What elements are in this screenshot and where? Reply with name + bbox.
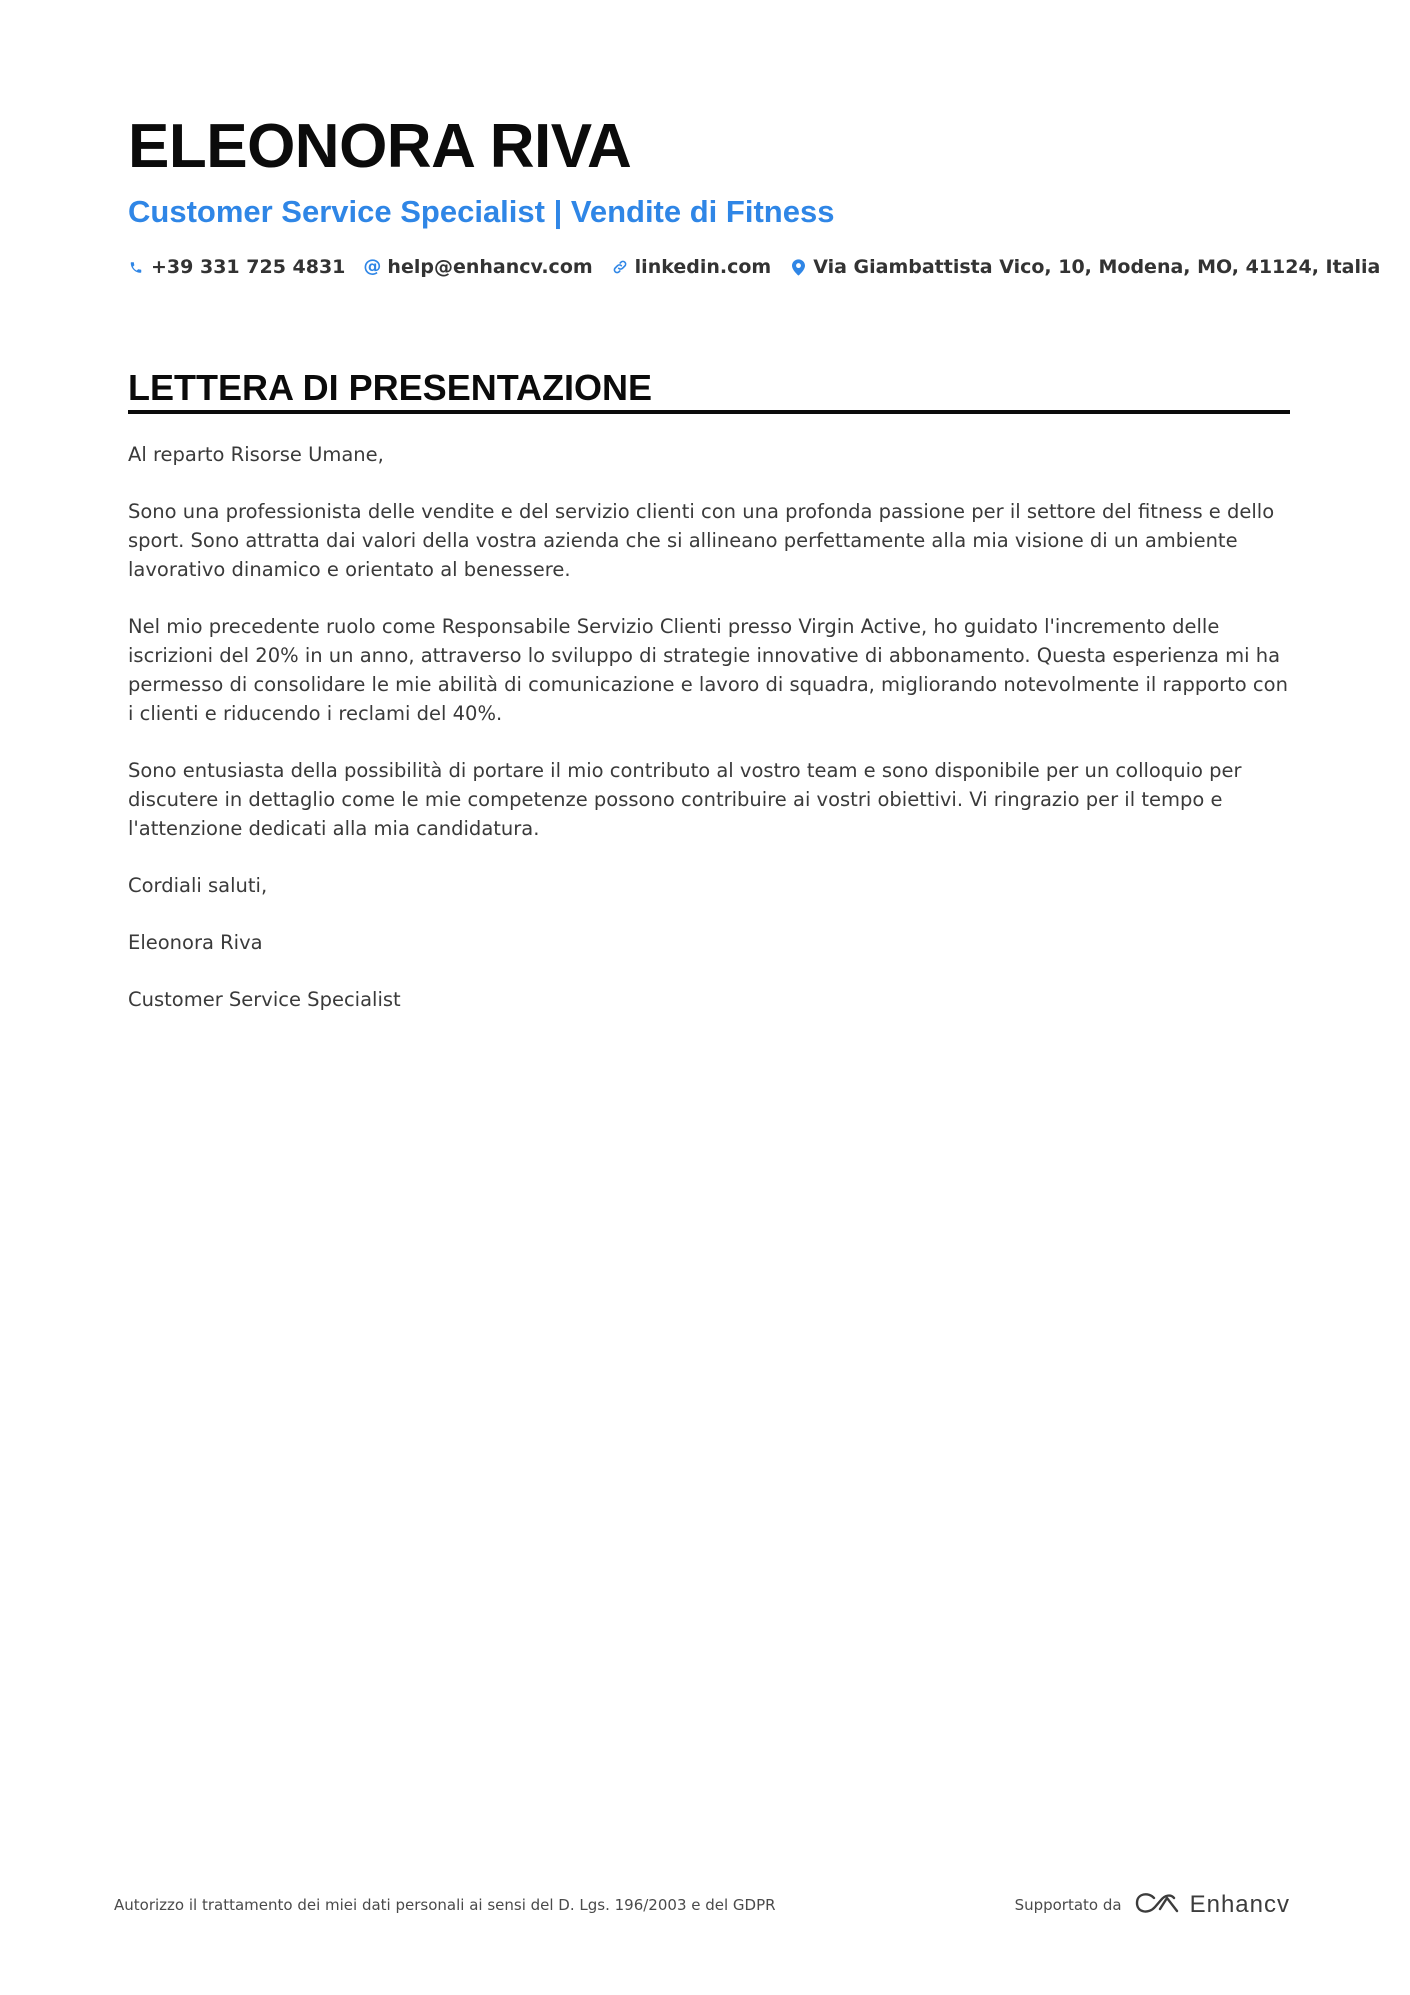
location-pin-icon [790, 258, 806, 276]
letter-paragraph: Sono una professionista delle vendite e del servizio clienti con una profonda passione per il settore del fitness e dello sport. Sono attratta dai valori della vostra azienda che si allineano perfettamente alla mia visione di un ambiente lavorativo dinamico e orientato al benessere. [128, 500, 1275, 581]
contact-phone-text: +39 331 725 4831 [151, 256, 346, 278]
letter-paragraph: Nel mio precedente ruolo come Responsabile Servizio Clienti presso Virgin Active, ho guidato l'incremento delle iscrizioni del 20% in un anno, attraverso lo sviluppo di strategie innovative di abbonamento. Questa esperienza mi ha permesso di consolidare le mie abilità di comunicazione e lavoro di squadra, migliorando notevolmente il rapporto con i clienti e riducendo i reclami del 40%. [128, 615, 1288, 725]
signature-title: Customer Service Specialist [128, 988, 401, 1011]
letter-salutation: Al reparto Risorse Umane, [128, 443, 384, 466]
brand-name: Enhancv [1189, 1891, 1290, 1918]
section-title: LETTERA DI PRESENTAZIONE [128, 367, 653, 408]
contact-phone[interactable] [128, 254, 345, 280]
powered-by-label: Supportato da [1014, 1896, 1122, 1914]
candidate-name: ELEONORA RIVA [128, 112, 632, 181]
contact-address[interactable] [790, 254, 1380, 280]
signature-name: Eleonora Riva [128, 931, 263, 954]
letter-body [128, 440, 1290, 1042]
at-icon: @ [363, 256, 382, 277]
contact-email[interactable] [364, 254, 592, 280]
enhancv-logo-icon [1134, 1890, 1180, 1920]
letter-paragraph: Sono entusiasta della possibilità di portare il mio contributo al vostro team e sono disponibile per un colloquio per discutere in dettaglio come le mie competenze possono contribuire ai vostri obiettivi. Vi ringrazio per il tempo e l'attenzione dedicati alla mia candidatura. [128, 759, 1242, 840]
letter-closing: Cordiali saluti, [128, 874, 268, 897]
phone-icon [128, 258, 144, 276]
candidate-role: Customer Service Specialist | Vendite di Fitness [128, 194, 835, 229]
powered-by[interactable] [1015, 1890, 1290, 1920]
gdpr-consent: Autorizzo il trattamento dei miei dati personali ai sensi del D. Lgs. 196/2003 e del GDPR [114, 1896, 776, 1914]
section-divider [128, 410, 1290, 414]
link-icon [612, 258, 628, 276]
contact-linkedin-text: linkedin.com [634, 256, 772, 278]
contact-bar [128, 254, 1380, 280]
contact-email-text: help@enhancv.com [387, 256, 593, 278]
contact-linkedin[interactable] [612, 254, 772, 280]
contact-address-text: Via Giambattista Vico, 10, Modena, MO, 41124, Italia [813, 256, 1381, 278]
